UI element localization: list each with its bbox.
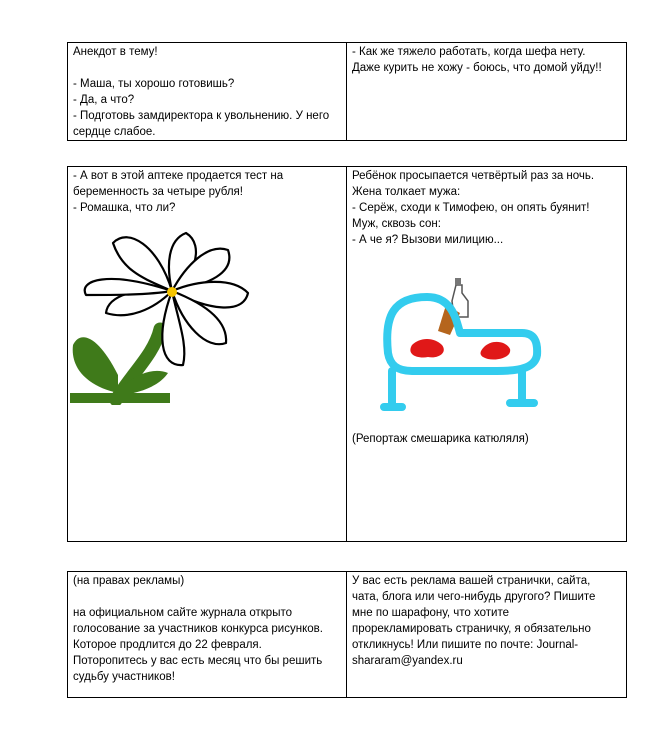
text-line: Которое продлится до 22 февраля. (73, 639, 262, 651)
text-line: судьбу участников! (73, 671, 175, 683)
text-line: чата, блога или чего-нибудь другого? Пишите (352, 591, 596, 603)
ads-table (67, 571, 627, 698)
text-line: прорекламировать страничку, я обязательно (352, 623, 591, 635)
ad-cell-right (347, 572, 627, 698)
ad-cell-left (68, 572, 347, 698)
text-line: голосование за участников конкурса рисунков. (73, 623, 323, 635)
joke-cell-right (347, 43, 627, 141)
text-line: Даже курить не хожу - боюсь, что домой уйду!! (352, 62, 602, 74)
text-line: откликнусь! Или пишите по почте: Journal- (352, 639, 579, 651)
crib-drawing-icon (372, 275, 552, 415)
text-line: - Ромашка, что ли? (73, 202, 176, 214)
text-line: на официальном сайте журнала открыто (73, 607, 292, 619)
text-line: Поторопитесь у вас есть месяц что бы решить (73, 655, 323, 667)
text-line: - Маша, ты хорошо готовишь? (73, 78, 235, 90)
text-line: Анекдот в тему! (73, 46, 158, 58)
daisy-joke-cell (68, 167, 347, 542)
text-line: - Как же тяжело работать, когда шефа нету. (352, 46, 586, 58)
text-line: (на правах рекламы) (73, 575, 185, 587)
joke-cell-left (68, 43, 347, 141)
crib-joke-cell (347, 167, 627, 542)
text-line: Муж, сквозь сон: (352, 218, 441, 230)
text-line: У вас есть реклама вашей странички, сайта, (352, 575, 591, 587)
text-line: - Серёж, сходи к Тимофею, он опять буянит! (352, 202, 590, 214)
text-line: сердце слабое. (73, 126, 156, 138)
text-line: - А че я? Вызови милицию... (352, 234, 504, 246)
joke-table-2 (67, 166, 627, 542)
text-line: - А вот в этой аптеке продается тест на (73, 170, 284, 182)
text-line: мне по шарафону, что хотите (352, 607, 509, 619)
drawing-caption: (Репортаж смешарика катюляля) (352, 433, 529, 445)
text-line: - Да, а что? (73, 94, 135, 106)
text-line: - Подготовь замдиректора к увольнению. У него (73, 110, 330, 122)
daisy-drawing-icon (68, 225, 268, 405)
email-address: shararam@yandex.ru (352, 655, 463, 667)
text-line: Ребёнок просыпается четвёртый раз за ночь. (352, 170, 595, 182)
joke-table-1 (67, 42, 627, 141)
text-line: Жена толкает мужа: (352, 186, 461, 198)
text-line: беременность за четыре рубля! (73, 186, 243, 198)
